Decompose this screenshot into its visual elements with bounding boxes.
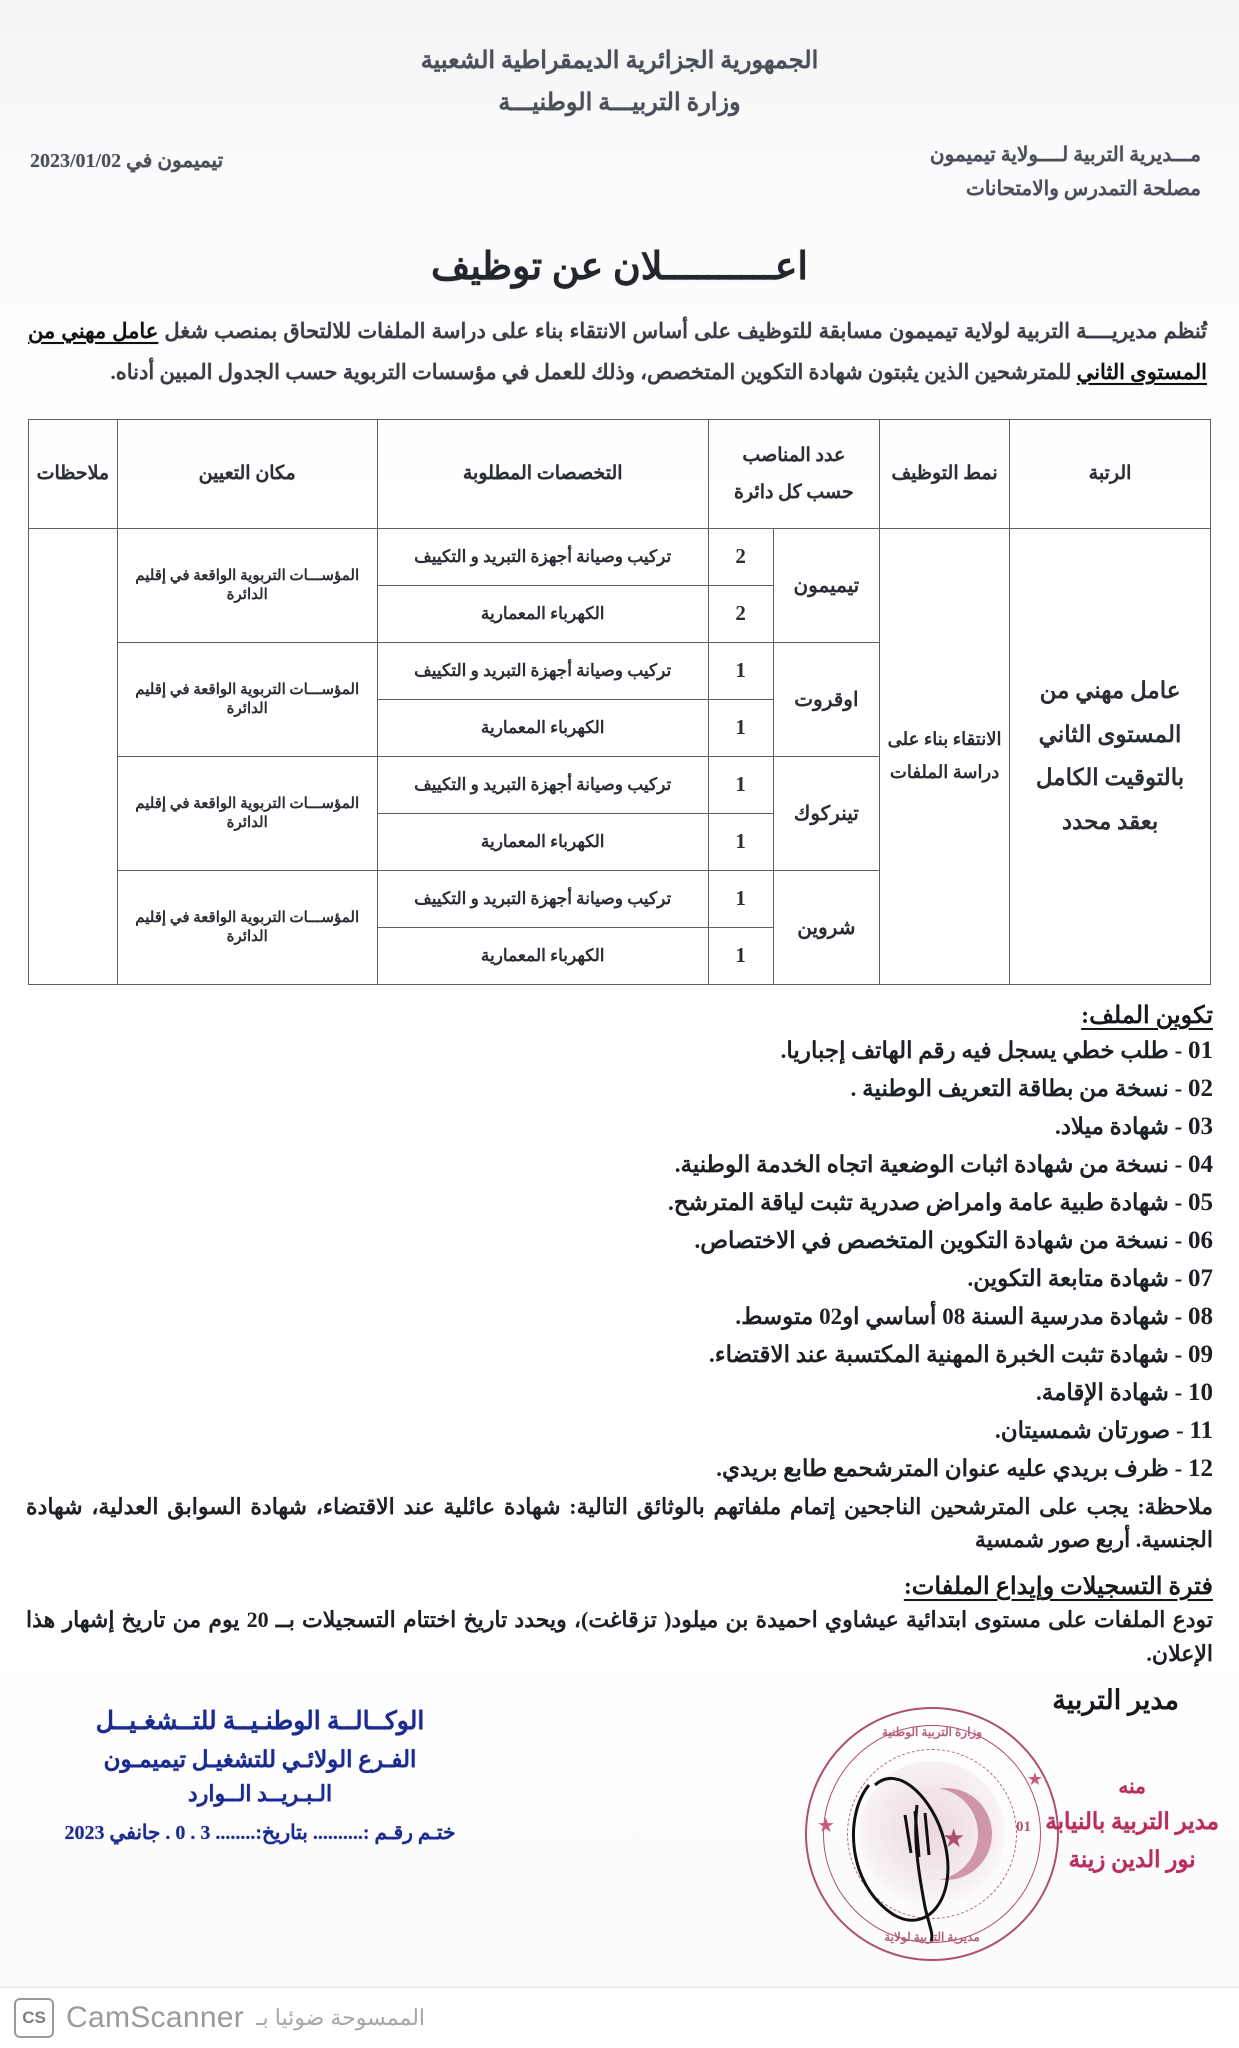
seal-star-left-icon: ★ <box>817 1815 835 1838</box>
cell-district: تينركوك <box>773 756 879 870</box>
cell-place: المؤســـات التربوية الواقعة في إقليم الدائرة <box>117 870 377 984</box>
list-item <box>26 1374 1213 1412</box>
place-date-block <box>30 138 223 178</box>
cell-district: اوقروت <box>773 642 879 756</box>
cell-count: 2 <box>708 585 773 642</box>
cell-count: 1 <box>708 756 773 813</box>
list-item <box>26 1222 1213 1260</box>
service-line: مصلحة التمدرس والامتحانات <box>966 178 1201 200</box>
list-item-text: - نسخة من شهادة التكوين المتخصص في الاختصاص. <box>694 1227 1183 1253</box>
red-sign-line1: منه <box>1118 1776 1146 1799</box>
jobs-table-wrapper <box>28 419 1211 985</box>
list-item-text: - شهادة ميلاد. <box>1054 1113 1183 1139</box>
document-header <box>0 0 1239 124</box>
seal-emblem <box>859 1761 1005 1907</box>
red-sign-line2: مدير التربية بالنيابة <box>1045 1809 1219 1835</box>
list-item <box>26 1184 1213 1222</box>
cell-specialization: الكهرباء المعمارية <box>377 813 708 870</box>
cell-count: 1 <box>708 699 773 756</box>
blue-stamp-line3: الـبـريــد الــوارد <box>187 1781 333 1807</box>
period-section-heading: فترة التسجيلات وإيداع الملفات: <box>903 1573 1213 1600</box>
list-item-number: 10 <box>1188 1378 1213 1406</box>
ministry-line: وزارة التربيـــة الوطنيـــة <box>498 90 741 116</box>
cell-district: شروين <box>773 870 879 984</box>
intro-part-2: للمترشحين الذين يثبتون شهادة التكوين المتخصص، وذلك للعمل في مؤسسات التربوية حسب الجدول المبين أدناه. <box>110 359 1072 384</box>
list-item <box>26 1450 1213 1488</box>
red-signature-block <box>1045 1771 1219 1878</box>
cell-specialization: تركيب وصيانة أجهزة التبريد و التكييف <box>377 870 708 927</box>
period-section <box>26 1572 1213 1671</box>
list-item <box>26 1032 1213 1070</box>
list-item-number: 08 <box>1188 1302 1213 1330</box>
list-item-text: - شهادة الإقامة. <box>1036 1379 1183 1405</box>
cell-place: المؤســـات التربوية الواقعة في إقليم الدائرة <box>117 756 377 870</box>
file-section <box>26 1001 1213 1556</box>
list-item-number: 02 <box>1188 1074 1213 1102</box>
th-notes: ملاحظات <box>29 419 118 528</box>
camscanner-footer <box>0 1987 1239 2048</box>
list-item-number: 04 <box>1188 1150 1213 1178</box>
list-item-number: 03 <box>1188 1112 1213 1140</box>
note-text: يجب على المترشحين الناجحين إتمام ملفاتهم بالوثائق التالية: شهادة عائلية عند الاقتضاء، شهادة السوابق العدلية، شهادة الجنسية. أربع صور شمسية <box>26 1493 1213 1552</box>
list-item <box>26 1412 1213 1450</box>
signature-area <box>0 1675 1239 2005</box>
blue-stamp-line2: الفـرع الولائـي للتشغيـل تيميمـون <box>103 1746 417 1772</box>
seal-center-star-icon: ★ <box>942 1824 966 1854</box>
intro-paragraph <box>28 311 1207 393</box>
seal-top-text: وزارة التربية الوطنية <box>881 1725 983 1740</box>
cell-specialization: الكهرباء المعمارية <box>377 927 708 984</box>
cell-count: 1 <box>708 813 773 870</box>
th-count-line1: عدد المناصب <box>742 444 846 466</box>
official-seal <box>805 1707 1059 1961</box>
cell-specialization: الكهرباء المعمارية <box>377 585 708 642</box>
jobs-table-body <box>29 528 1211 984</box>
list-item-text: - شهادة متابعة التكوين. <box>967 1265 1183 1291</box>
list-item-text: - طلب خطي يسجل فيه رقم الهاتف إجباريا. <box>780 1037 1183 1063</box>
file-requirements-list <box>26 1032 1213 1488</box>
camscanner-arabic-note: الممسوحة ضوئيا بـ <box>256 2005 426 2030</box>
list-item-number: 09 <box>1188 1340 1213 1368</box>
cell-rank: عامل مهني من المستوى الثاني بالتوقيت الكامل بعقد محدد <box>1010 528 1211 984</box>
th-rank: الرتبة <box>1010 419 1211 528</box>
th-count-line2: حسب كل دائرة <box>733 481 854 503</box>
cell-count: 1 <box>708 642 773 699</box>
list-item-text: - شهادة طبية عامة وامراض صدرية تثبت لياقة المترشح. <box>668 1189 1183 1215</box>
list-item-number: 12 <box>1188 1454 1213 1482</box>
seal-bottom-text: مديرية التربية لولاية <box>884 1930 980 1945</box>
cell-count: 2 <box>708 528 773 585</box>
cell-count: 1 <box>708 927 773 984</box>
list-item-number: 01 <box>1188 1036 1213 1064</box>
th-count <box>708 419 879 528</box>
list-item-number: 11 <box>1189 1416 1213 1444</box>
red-sign-line3: نور الدين زينة <box>1068 1846 1196 1872</box>
cell-specialization: الكهرباء المعمارية <box>377 699 708 756</box>
list-item-text: - صورتان شمسيتان. <box>995 1417 1184 1443</box>
list-item-text: - ظرف بريدي عليه عنوان المترشحمع طابع بريدي. <box>716 1455 1183 1481</box>
cell-place: المؤســـات التربوية الواقعة في إقليم الدائرة <box>117 642 377 756</box>
page-title: اعــــــــــلان عن توظيف <box>431 246 808 288</box>
cell-specialization: تركيب وصيانة أجهزة التبريد و التكييف <box>377 756 708 813</box>
seal-star-right-icon: ★ <box>1026 1769 1043 1790</box>
th-mode: نمط التوظيف <box>880 419 1010 528</box>
intro-highlight: عامل مهني من المستوى الثاني <box>28 319 1207 384</box>
directorate-line: مـــديرية التربية لــــولاية تيميمون <box>929 144 1201 166</box>
list-item-number: 06 <box>1188 1226 1213 1254</box>
directorate-block <box>930 138 1201 206</box>
list-item-text: - نسخة من شهادة اثبات الوضعية اتجاه الخدمة الوطنية. <box>674 1151 1183 1177</box>
blue-stamp-line1: الوكــالــة الوطنـيــة للتــشغـيــل <box>95 1708 425 1736</box>
place-date: تيميمون في 2023/01/02 <box>30 150 224 172</box>
th-place: مكان التعيين <box>117 419 377 528</box>
camscanner-logo-icon: CS <box>14 1998 54 2038</box>
list-item-text: - شهادة مدرسية السنة 08 أساسي او02 متوسط. <box>735 1303 1183 1329</box>
cell-notes <box>29 528 118 984</box>
list-item <box>26 1070 1213 1108</box>
cell-count: 1 <box>708 870 773 927</box>
period-section-body: تودع الملفات على مستوى ابتدائية عيشاوي احميدة بن ميلود( تزقاغت)، ويحدد تاريخ اختتام التسجيلات بــ 20 يوم من تاريخ إشهار هذا الإعلان. <box>26 1606 1213 1666</box>
list-item-text: - نسخة من بطاقة التعريف الوطنية . <box>850 1075 1183 1101</box>
table-row <box>29 528 1211 585</box>
list-item-text: - شهادة تثبت الخبرة المهنية المكتسبة عند الاقتضاء. <box>709 1341 1183 1367</box>
blue-stamp-line4: ختـم رقـم :.......... بتاريخ:........ 3 . 0 . جانفي 2023 <box>64 1821 456 1844</box>
title-wrapper <box>0 244 1239 289</box>
table-header-row <box>29 419 1211 528</box>
blue-agency-stamp <box>0 1703 520 1848</box>
seal-number: 01 <box>1016 1819 1031 1836</box>
republic-line: الجمهورية الجزائرية الديمقراطية الشعبية <box>420 48 819 74</box>
director-label: مدير التربية <box>1052 1685 1179 1716</box>
cell-mode: الانتقاء بناء على دراسة الملفات <box>880 528 1010 984</box>
crescent-icon <box>886 1788 978 1880</box>
list-item <box>26 1146 1213 1184</box>
note-label: ملاحظة: <box>1137 1493 1213 1519</box>
header-meta-row <box>0 124 1239 206</box>
list-item <box>26 1336 1213 1374</box>
list-item <box>26 1108 1213 1146</box>
intro-part-1: تُنظم مديريــــة التربية لولاية تيميمون مسابقة للتوظيف على أساس الانتقاء بناء على دراسة الملفات للالتحاق بمنصب شغل <box>164 319 1208 343</box>
list-item-number: 07 <box>1188 1264 1213 1292</box>
file-note <box>26 1490 1213 1556</box>
camscanner-brand: CamScanner <box>66 2001 245 2034</box>
list-item <box>26 1298 1213 1336</box>
cell-place: المؤســـات التربوية الواقعة في إقليم الدائرة <box>117 528 377 642</box>
jobs-table <box>28 419 1211 985</box>
cell-district: تيميمون <box>773 528 879 642</box>
cell-specialization: تركيب وصيانة أجهزة التبريد و التكييف <box>377 528 708 585</box>
list-item <box>26 1260 1213 1298</box>
cell-specialization: تركيب وصيانة أجهزة التبريد و التكييف <box>377 642 708 699</box>
th-spec: التخصصات المطلوبة <box>377 419 708 528</box>
file-section-heading: تكوين الملف: <box>1081 1002 1213 1029</box>
list-item-number: 05 <box>1188 1188 1213 1216</box>
